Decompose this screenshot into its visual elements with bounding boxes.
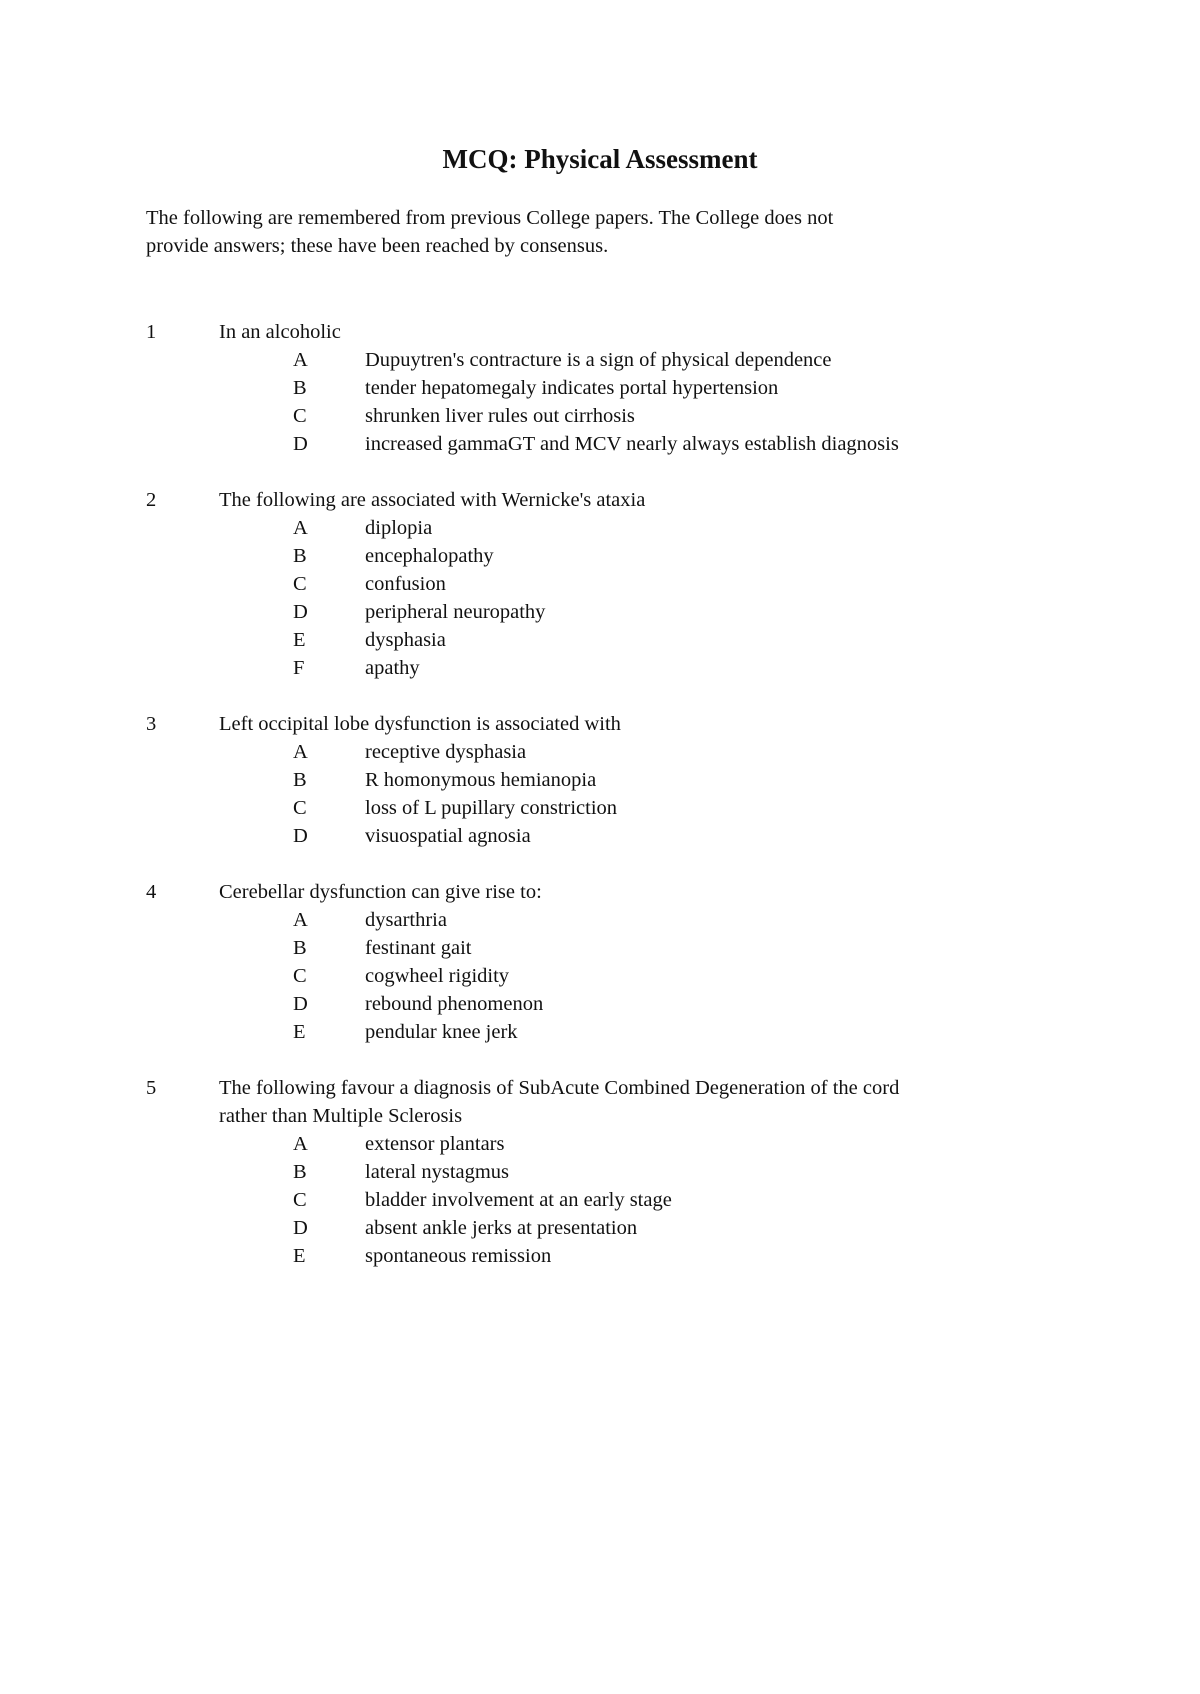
option-letter: F — [293, 657, 305, 679]
option-text: bladder involvement at an early stage — [365, 1189, 672, 1211]
question-text-line: rather than Multiple Sclerosis — [219, 1105, 463, 1127]
option-letter: A — [293, 909, 308, 931]
option-item — [146, 1214, 1046, 1242]
option-text: spontaneous remission — [365, 1245, 552, 1267]
option-item — [146, 346, 1046, 374]
page-title: MCQ: Physical Assessment — [442, 144, 758, 174]
option-item — [146, 430, 1046, 458]
intro-paragraph — [146, 204, 1006, 260]
question-stem — [146, 318, 1046, 346]
intro-line: provide answers; these have been reached by consensus. — [146, 235, 609, 257]
option-item — [146, 738, 1046, 766]
question-number: 4 — [146, 881, 157, 903]
option-text: receptive dysphasia — [365, 741, 527, 763]
question-stem — [146, 710, 1046, 738]
option-item — [146, 598, 1046, 626]
question-number: 5 — [146, 1077, 157, 1099]
question-4 — [146, 878, 1046, 1046]
option-item — [146, 626, 1046, 654]
option-text: diplopia — [365, 517, 433, 539]
option-text: tender hepatomegaly indicates portal hypertension — [365, 377, 779, 399]
option-text: shrunken liver rules out cirrhosis — [365, 405, 635, 427]
option-item — [146, 514, 1046, 542]
option-letter: B — [293, 1161, 307, 1183]
option-text: visuospatial agnosia — [365, 825, 531, 847]
question-text — [219, 318, 1046, 346]
option-letter: B — [293, 377, 307, 399]
option-item — [146, 374, 1046, 402]
option-item — [146, 570, 1046, 598]
option-item — [146, 1018, 1046, 1046]
option-text: encephalopathy — [365, 545, 494, 567]
question-text-line: Left occipital lobe dysfunction is associated with — [219, 713, 621, 735]
option-item — [146, 766, 1046, 794]
question-text-line: In an alcoholic — [219, 321, 341, 343]
option-letter: D — [293, 433, 308, 455]
question-number: 1 — [146, 321, 157, 343]
option-letter: D — [293, 1217, 308, 1239]
question-stem — [146, 1074, 1046, 1130]
option-letter: C — [293, 965, 307, 987]
option-text: Dupuytren's contracture is a sign of physical dependence — [365, 349, 832, 371]
option-text: extensor plantars — [365, 1133, 505, 1155]
option-item — [146, 1158, 1046, 1186]
option-text: increased gammaGT and MCV nearly always establish diagnosis — [365, 433, 899, 455]
option-letter: C — [293, 1189, 307, 1211]
question-5 — [146, 1074, 1046, 1270]
question-text — [219, 878, 1046, 906]
option-item — [146, 1242, 1046, 1270]
option-item — [146, 1130, 1046, 1158]
question-stem — [146, 878, 1046, 906]
option-letter: E — [293, 1245, 306, 1267]
option-item — [146, 402, 1046, 430]
option-item — [146, 1186, 1046, 1214]
question-stem — [146, 486, 1046, 514]
option-item — [146, 962, 1046, 990]
option-item — [146, 934, 1046, 962]
option-letter: C — [293, 797, 307, 819]
option-letter: E — [293, 629, 306, 651]
option-letter: C — [293, 573, 307, 595]
question-2 — [146, 486, 1046, 682]
option-letter: D — [293, 825, 308, 847]
option-text: apathy — [365, 657, 420, 679]
question-text-line: The following favour a diagnosis of SubAcute Combined Degeneration of the cord — [219, 1077, 900, 1099]
option-letter: D — [293, 601, 308, 623]
question-1 — [146, 318, 1046, 458]
option-item — [146, 906, 1046, 934]
option-text: dysarthria — [365, 909, 447, 931]
option-item — [146, 794, 1046, 822]
question-number: 3 — [146, 713, 157, 735]
question-3 — [146, 710, 1046, 850]
option-letter: A — [293, 517, 308, 539]
option-text: festinant gait — [365, 937, 472, 959]
intro-line: The following are remembered from previous College papers. The College does not — [146, 207, 834, 229]
option-letter: B — [293, 545, 307, 567]
option-text: lateral nystagmus — [365, 1161, 510, 1183]
option-letter: A — [293, 1133, 308, 1155]
option-text: peripheral neuropathy — [365, 601, 546, 623]
option-text: cogwheel rigidity — [365, 965, 510, 987]
option-letter: E — [293, 1021, 306, 1043]
option-text: dysphasia — [365, 629, 446, 651]
option-text: R homonymous hemianopia — [365, 769, 597, 791]
option-text: pendular knee jerk — [365, 1021, 518, 1043]
option-letter: B — [293, 937, 307, 959]
option-item — [146, 654, 1046, 682]
option-item — [146, 822, 1046, 850]
question-text-line: The following are associated with Wernicke's ataxia — [219, 489, 646, 511]
question-text-line: Cerebellar dysfunction can give rise to: — [219, 881, 542, 903]
question-number: 2 — [146, 489, 157, 511]
option-text: confusion — [365, 573, 446, 595]
option-text: loss of L pupillary constriction — [365, 797, 618, 819]
option-letter: A — [293, 741, 308, 763]
question-text — [219, 710, 1046, 738]
option-text: rebound phenomenon — [365, 993, 544, 1015]
option-letter: B — [293, 769, 307, 791]
option-item — [146, 542, 1046, 570]
option-letter: D — [293, 993, 308, 1015]
option-text: absent ankle jerks at presentation — [365, 1217, 638, 1239]
option-letter: C — [293, 405, 307, 427]
question-text — [219, 1074, 1046, 1130]
option-letter: A — [293, 349, 308, 371]
question-text — [219, 486, 1046, 514]
option-item — [146, 990, 1046, 1018]
